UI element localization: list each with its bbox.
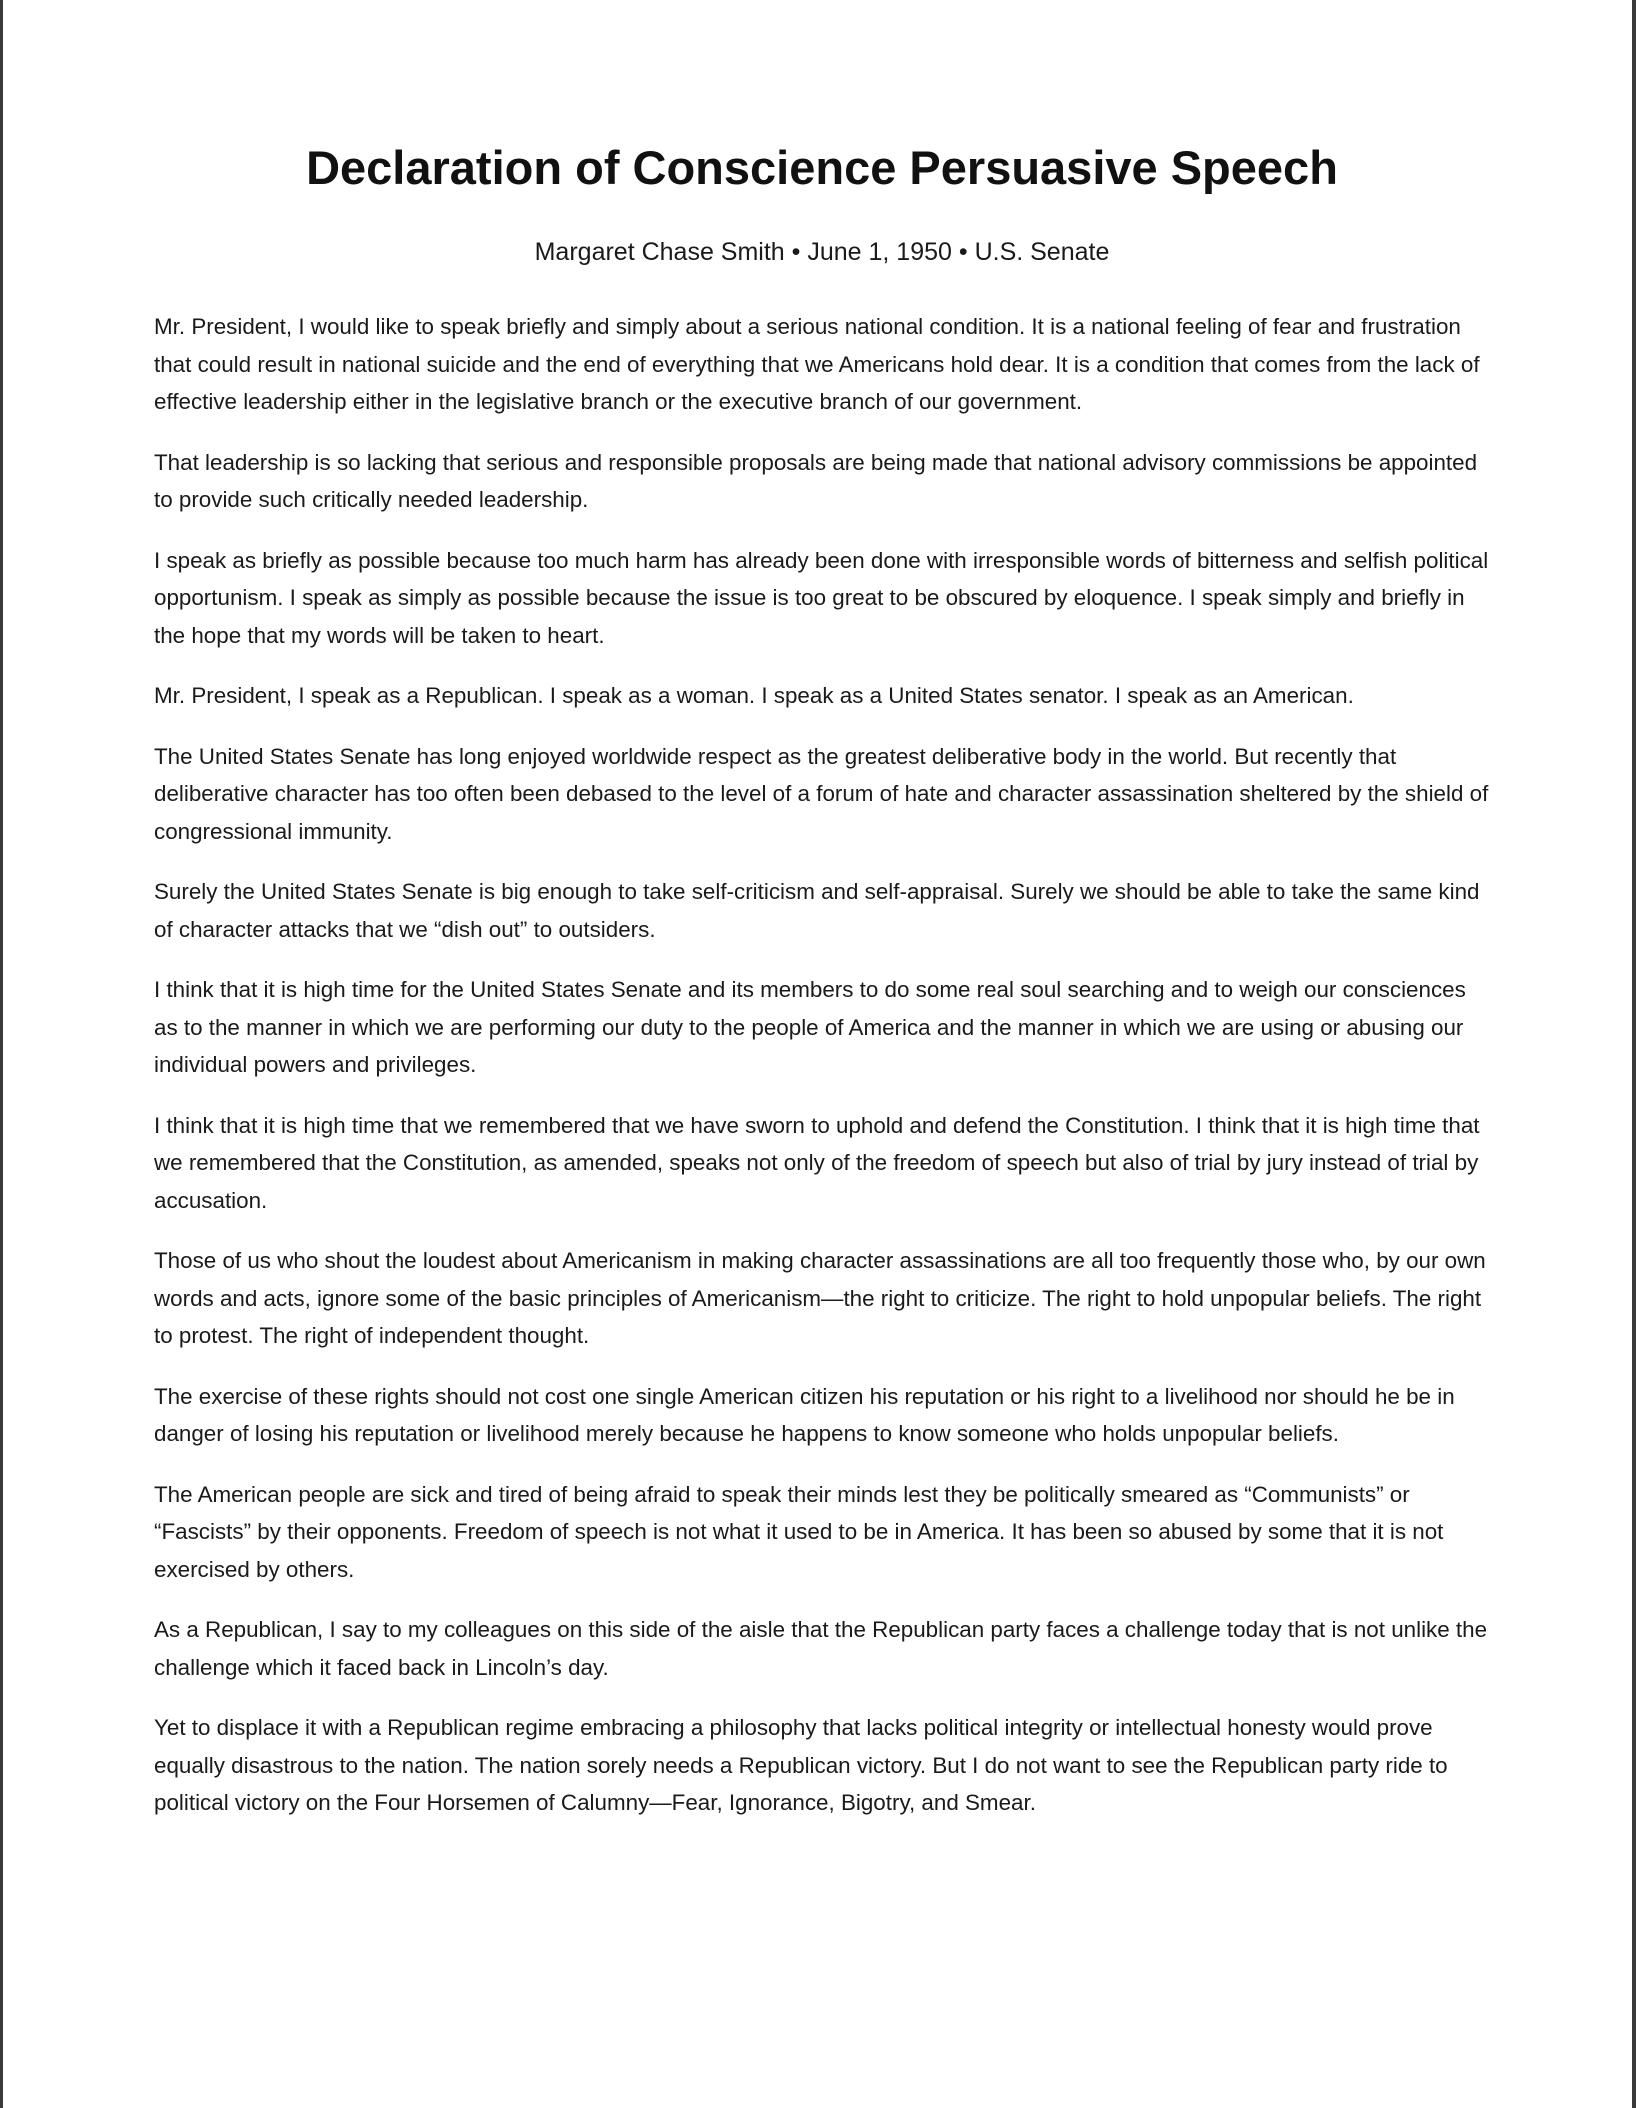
paragraph: I think that it is high time that we remembered that we have sworn to uphold and defend the Constitution. I think that it is high time that we remembered that the Constitution, as amended, speaks not only of the freedom of speech but also of trial by jury instead of trial by accusation. [154, 1112, 1480, 1213]
paragraph: As a Republican, I say to my colleagues on this side of the aisle that the Republican party faces a challenge today that is not unlike the challenge which it faced back in Lincoln’s day. [154, 1617, 1488, 1680]
paragraph: Those of us who shout the loudest about Americanism in making character assassinations are all too frequently those who, by our own words and acts, ignore some of the basic principles of Americanism—the right to criticize. The right to hold unpopular beliefs. The right to protest. The right of independent thought. [154, 1248, 1486, 1348]
paragraph: The United States Senate has long enjoyed worldwide respect as the greatest deliberative body in the world. But recently that deliberative character has too often been debased to the level of a forum of hate and character assassination sheltered by the shield of congressional immunity. [154, 743, 1489, 844]
document-content [154, 138, 1490, 1845]
document-title: Declaration of Conscience Persuasive Speech [306, 141, 1338, 194]
paragraph: That leadership is so lacking that serious and responsible proposals are being made that national advisory commissions be appointed to provide such critically needed leadership. [154, 449, 1478, 512]
paragraph: I think that it is high time for the United States Senate and its members to do some real soul searching and to weigh our consciences as to the manner in which we are performing our duty to the people of America and the manner in which we are using or abusing our individual powers and privileges. [154, 977, 1466, 1077]
paragraph: Mr. President, I speak as a Republican. I speak as a woman. I speak as a United States senator. I speak as an American. [154, 683, 1354, 708]
paragraph: Yet to displace it with a Republican regime embracing a philosophy that lacks political integrity or intellectual honesty would prove equally disastrous to the nation. The nation sorely needs a Republican victory. But I do not want to see the Republican party ride to political victory on the Four Horsemen of Calumny—Fear, Ignorance, Bigotry, and Smear. [154, 1715, 1448, 1815]
paragraph: Mr. President, I would like to speak briefly and simply about a serious national condition. It is a national feeling of fear and frustration that could result in national suicide and the end of everything that we Americans hold dear. It is a condition that comes from the lack of effective leadership either in the legislative branch or the executive branch of our government. [154, 314, 1480, 414]
paragraph: The exercise of these rights should not cost one single American citizen his reputation or his right to a livelihood nor should he be in danger of losing his reputation or livelihood merely because he happens to know someone who holds unpopular beliefs. [154, 1383, 1455, 1446]
paragraph: The American people are sick and tired of being afraid to speak their minds lest they be politically smeared as “Communists” or “Fascists” by their opponents. Freedom of speech is not what it used to be in America. It has been so abused by some that it is not exercised by others. [154, 1481, 1444, 1582]
paragraph: I speak as briefly as possible because too much harm has already been done with irresponsible words of bitterness and selfish political opportunism. I speak as simply as possible because the issue is too great to be obscured by eloquence. I speak simply and briefly in the hope that my words will be taken to heart. [154, 547, 1489, 648]
paragraph: Surely the United States Senate is big enough to take self-criticism and self-appraisal. Surely we should be able to take the same kind of character attacks that we “dish out” to outsiders. [154, 879, 1480, 942]
speech-body [154, 308, 1490, 1822]
document-byline: Margaret Chase Smith • June 1, 1950 • U.S. Senate [534, 238, 1110, 266]
